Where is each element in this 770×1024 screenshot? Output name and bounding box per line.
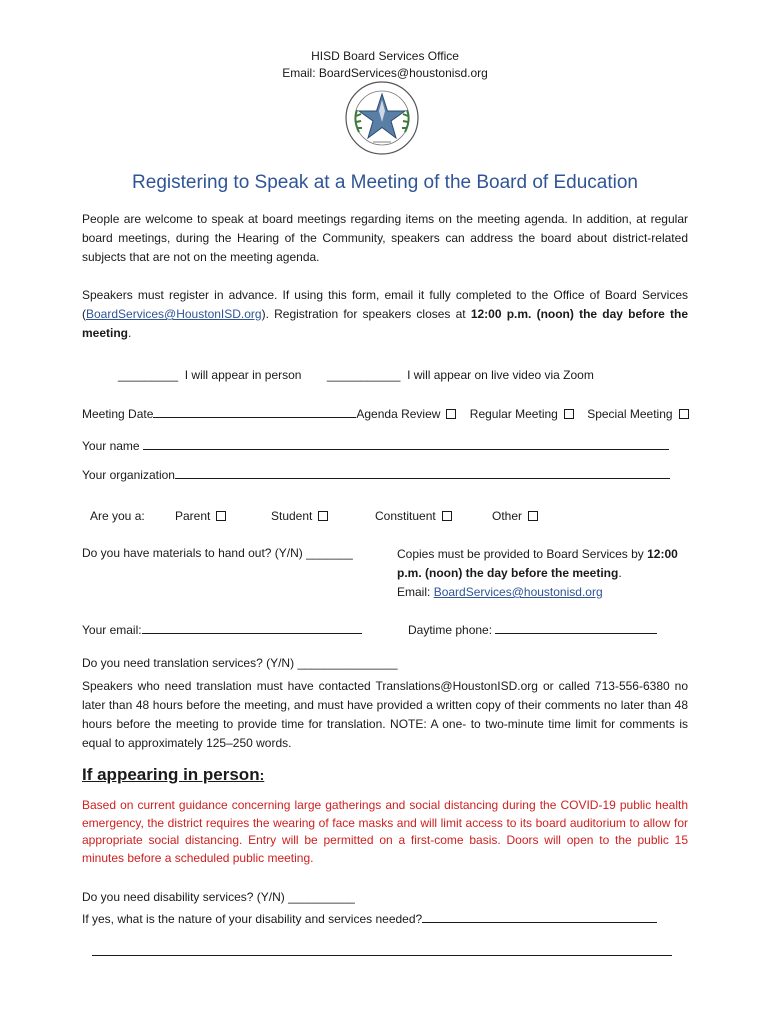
- are-you-label: Are you a:: [90, 509, 145, 523]
- zoom-label: I will appear on live video via Zoom: [407, 368, 594, 382]
- phone-row: [408, 622, 657, 637]
- district-seal-logo: [343, 80, 421, 156]
- covid-notice: Based on current guidance concerning large gatherings and social distancing during the COVID-19 public health emergency, the district requires the wearing of face masks and will limit access to its board auditorium to allow for appropriate social distancing. Entry will be permitted on a first-come basis. Doors will open to the public 15 minutes before a scheduled public meeting.: [82, 798, 688, 865]
- other-option[interactable]: [492, 509, 538, 523]
- constituent-label: Constituent: [375, 509, 436, 523]
- in-person-heading-colon: :: [259, 767, 265, 783]
- name-label: Your name: [82, 439, 140, 453]
- zoom-blank[interactable]: ___________: [327, 368, 401, 382]
- agenda-review-checkbox[interactable]: [446, 409, 456, 419]
- other-checkbox[interactable]: [528, 511, 538, 521]
- board-services-link[interactable]: BoardServices@HoustonISD.org: [86, 307, 262, 321]
- parent-checkbox[interactable]: [216, 511, 226, 521]
- registration-paragraph: [82, 286, 688, 343]
- header-email: Email: BoardServices@houstonisd.org: [282, 66, 488, 80]
- constituent-option[interactable]: [375, 509, 452, 523]
- deadline-text: 12:00 p.m. (noon) the day before the meeting: [82, 307, 688, 340]
- appear-in-person-option[interactable]: [118, 368, 301, 382]
- email-row: [82, 622, 362, 637]
- translation-paragraph: Speakers who need translation must have contacted Translations@HoustonISD.org or called 713-556-6380 no later than 48 hours before the meeting, and must have provided a written copy of their comments no later than 48 hours before the meeting to provide time for translation. NOTE: A one- to two-minute time limit for comments is equal to approximately 125–250 words.: [82, 679, 688, 750]
- disability-blank[interactable]: __________: [288, 890, 355, 904]
- materials-question: Do you have materials to hand out? (Y/N): [82, 546, 303, 560]
- name-field[interactable]: [143, 438, 669, 450]
- copies-note: [397, 545, 689, 602]
- disability-question: Do you need disability services? (Y/N): [82, 890, 285, 904]
- email-label: Your email:: [82, 623, 142, 637]
- copies-end: .: [618, 566, 622, 580]
- organization-label: Your organization: [82, 468, 175, 482]
- disability-nature-field[interactable]: [422, 911, 657, 923]
- special-meeting-checkbox[interactable]: [679, 409, 689, 419]
- name-row: [82, 438, 669, 453]
- agenda-review-label: Agenda Review: [356, 407, 441, 421]
- organization-row: [82, 467, 670, 482]
- meeting-date-field[interactable]: [153, 406, 356, 418]
- disability-nature-row: [82, 911, 657, 926]
- appear-zoom-option[interactable]: [327, 368, 594, 382]
- intro-paragraph: People are welcome to speak at board meetings regarding items on the meeting agenda. In addition, at regular board meetings, during the Hearing of the Community, speakers can address the board about district-related subjects that are not on the meeting agenda.: [82, 212, 688, 264]
- in-person-heading-text: If appearing in person: [82, 765, 260, 784]
- translation-question: Do you need translation services? (Y/N): [82, 656, 295, 670]
- in-person-heading: [82, 765, 264, 785]
- page-title: Registering to Speak at a Meeting of the Board of Education: [132, 172, 638, 193]
- materials-row: [82, 546, 353, 560]
- copies-email-link[interactable]: BoardServices@houstonisd.org: [433, 585, 603, 599]
- copies-time: 12:00: [647, 547, 678, 561]
- in-person-blank[interactable]: _________: [118, 368, 179, 382]
- student-checkbox[interactable]: [318, 511, 328, 521]
- copies-text: Copies must be provided to Board Services by: [397, 547, 648, 561]
- organization-field[interactable]: [175, 467, 670, 479]
- constituent-checkbox[interactable]: [442, 511, 452, 521]
- disability-extra-line[interactable]: [92, 955, 672, 956]
- regular-meeting-label: Regular Meeting: [469, 407, 558, 421]
- phone-label: Daytime phone:: [408, 623, 493, 637]
- registration-text-2: ). Registration for speakers closes at: [261, 307, 471, 321]
- meeting-date-label: Meeting Date: [82, 407, 154, 421]
- phone-field[interactable]: [495, 622, 657, 634]
- meeting-row: [82, 406, 689, 421]
- student-option[interactable]: [271, 509, 328, 523]
- registration-text: Speakers must register in advance. If using this form, email it fully completed to the Office of Board Services (: [82, 288, 688, 321]
- registration-end: .: [128, 326, 132, 340]
- header-office: HISD Board Services Office: [311, 49, 459, 63]
- disability-row: [82, 890, 355, 904]
- other-label: Other: [492, 509, 523, 523]
- email-field[interactable]: [142, 622, 362, 634]
- parent-label: Parent: [175, 509, 211, 523]
- in-person-label: I will appear in person: [184, 368, 302, 382]
- special-meeting-label: Special Meeting: [587, 407, 673, 421]
- disability-nature-label: If yes, what is the nature of your disability and services needed?: [82, 912, 423, 926]
- materials-blank[interactable]: _______: [306, 546, 353, 560]
- translation-blank[interactable]: _______________: [297, 656, 398, 670]
- copies-deadline: p.m. (noon) the day before the meeting: [397, 566, 619, 580]
- copies-email-label: Email:: [397, 585, 434, 599]
- parent-option[interactable]: [175, 509, 226, 523]
- student-label: Student: [271, 509, 313, 523]
- regular-meeting-checkbox[interactable]: [564, 409, 574, 419]
- translation-row: [82, 656, 398, 670]
